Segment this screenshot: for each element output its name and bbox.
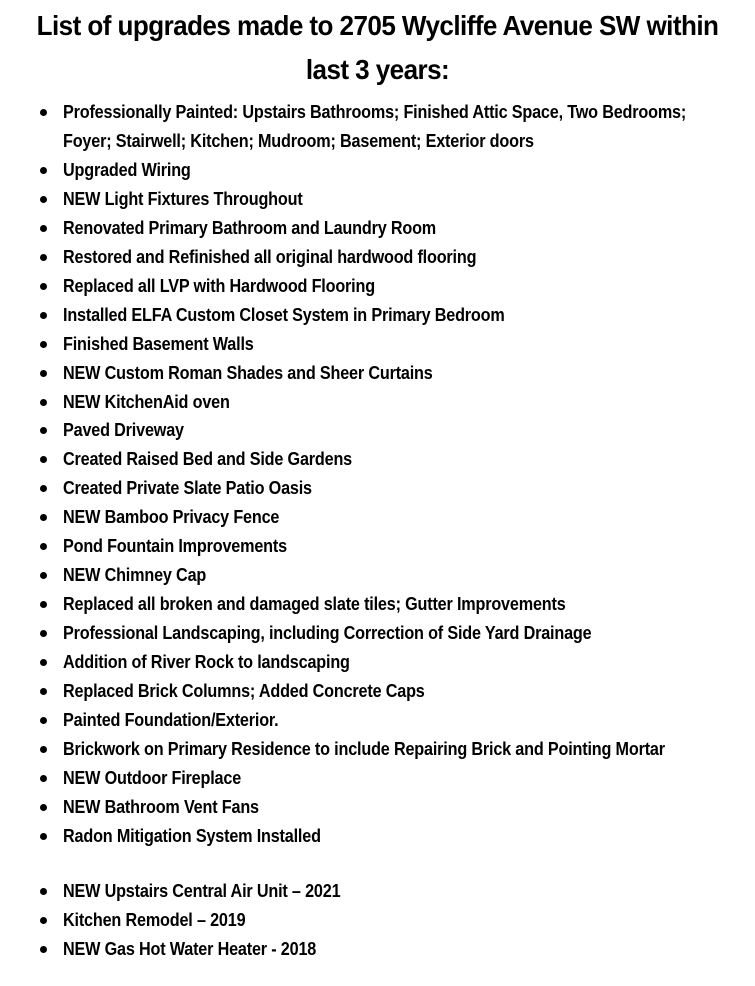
list-item: [0, 98, 703, 156]
list-item: [0, 185, 755, 214]
list-item: [0, 503, 755, 532]
bullet-icon: [40, 312, 47, 319]
list-item: [0, 793, 755, 822]
list-item-text: Kitchen Remodel – 2019: [63, 909, 246, 930]
bullet-icon: [40, 659, 47, 666]
bullet-icon: [40, 514, 47, 521]
list-item: [0, 706, 755, 735]
list-item: [0, 935, 755, 964]
list-item: [0, 214, 755, 243]
bullet-icon: [40, 804, 47, 811]
list-item-text: NEW Bamboo Privacy Fence: [63, 507, 280, 528]
list-item-text: NEW Light Fixtures Throughout: [63, 188, 303, 209]
list-item-text: Replaced all LVP with Hardwood Flooring: [63, 275, 375, 296]
bullet-icon: [40, 427, 47, 434]
list-item-text: NEW Upstairs Central Air Unit – 2021: [63, 881, 341, 901]
list-item-text: Created Private Slate Patio Oasis: [63, 478, 312, 499]
bullet-icon: [40, 775, 47, 782]
list-item: [0, 906, 755, 935]
list-item-text: NEW Chimney Cap: [63, 565, 207, 586]
bullet-icon: [40, 946, 47, 953]
list-item: [0, 330, 755, 359]
bullet-icon: [40, 225, 47, 232]
list-item-text: NEW Outdoor Fireplace: [63, 767, 242, 788]
list-item-text: Painted Foundation/Exterior.: [63, 710, 279, 731]
list-item: [0, 590, 755, 619]
bullet-icon: [40, 399, 47, 406]
upgrades-list: [0, 98, 755, 851]
list-item-text: Radon Mitigation System Installed: [63, 825, 321, 846]
bullet-icon: [40, 167, 47, 174]
bullet-icon: [40, 888, 47, 895]
list-item: [0, 877, 755, 906]
bullet-icon: [40, 341, 47, 348]
bullet-icon: [40, 370, 47, 377]
list-item: [0, 677, 755, 706]
list-item-text: NEW Gas Hot Water Heater - 2018: [63, 938, 317, 959]
list-item-text: Replaced all broken and damaged slate tiles; Gutter Improvements: [63, 594, 566, 615]
list-item-text: NEW KitchenAid oven: [63, 391, 230, 412]
bullet-icon: [40, 601, 47, 608]
list-item: [0, 416, 755, 445]
bullet-icon: [40, 717, 47, 724]
list-item: [0, 561, 755, 590]
list-item: [0, 359, 755, 388]
list-item: [0, 822, 755, 851]
list-item: [0, 648, 755, 677]
list-item: [0, 301, 755, 330]
bullet-icon: [40, 572, 47, 579]
bullet-icon: [40, 456, 47, 463]
list-item-text: Pond Fountain Improvements: [63, 536, 287, 557]
list-item-text: Created Raised Bed and Side Gardens: [63, 449, 352, 470]
list-item: [0, 243, 755, 272]
list-item-text: Professionally Painted: Upstairs Bathrooms; Finished Attic Space, Two Bedrooms; Foyer; Stairwell; Kitchen; Mudroom; Basement; Exterior doors: [63, 102, 687, 151]
list-item-text: Finished Basement Walls: [63, 333, 254, 354]
list-item: [0, 388, 755, 417]
list-item-text: Upgraded Wiring: [63, 159, 191, 180]
list-item-text: NEW Custom Roman Shades and Sheer Curtains: [63, 362, 433, 383]
list-item-text: Installed ELFA Custom Closet System in Primary Bedroom: [63, 304, 505, 325]
list-item: [0, 445, 755, 474]
list-item-text: Replaced Brick Columns; Added Concrete Caps: [63, 681, 425, 702]
list-item: [0, 764, 755, 793]
bullet-icon: [40, 917, 47, 924]
bullet-icon: [40, 196, 47, 203]
list-item-text: Paved Driveway: [63, 420, 184, 441]
bullet-icon: [40, 746, 47, 753]
list-item-text: Professional Landscaping, including Correction of Side Yard Drainage: [63, 623, 592, 644]
dated-upgrades-list: [0, 877, 755, 964]
bullet-icon: [40, 283, 47, 290]
list-item: [0, 474, 755, 503]
list-item: [0, 735, 755, 764]
list-item-text: NEW Bathroom Vent Fans: [63, 796, 259, 817]
list-item: [0, 532, 755, 561]
title-line-2: last 3 years:: [305, 54, 450, 85]
list-item-text: Renovated Primary Bathroom and Laundry Room: [63, 217, 437, 238]
bullet-icon: [40, 833, 47, 840]
bullet-icon: [40, 485, 47, 492]
bullet-icon: [40, 254, 47, 261]
bullet-icon: [40, 543, 47, 550]
list-item: [0, 619, 755, 648]
list-item: [0, 156, 755, 185]
list-item: [0, 272, 755, 301]
list-item-text: Addition of River Rock to landscaping: [63, 652, 350, 673]
list-item-text: Restored and Refinished all original hardwood flooring: [63, 246, 477, 267]
bullet-icon: [40, 688, 47, 695]
bullet-icon: [40, 630, 47, 637]
page-title: [26, 4, 728, 92]
list-item-text: Brickwork on Primary Residence to include Repairing Brick and Pointing Mortar: [63, 738, 665, 759]
bullet-icon: [40, 109, 47, 116]
title-line-1: List of upgrades made to 2705 Wycliffe Avenue SW within: [36, 10, 719, 41]
